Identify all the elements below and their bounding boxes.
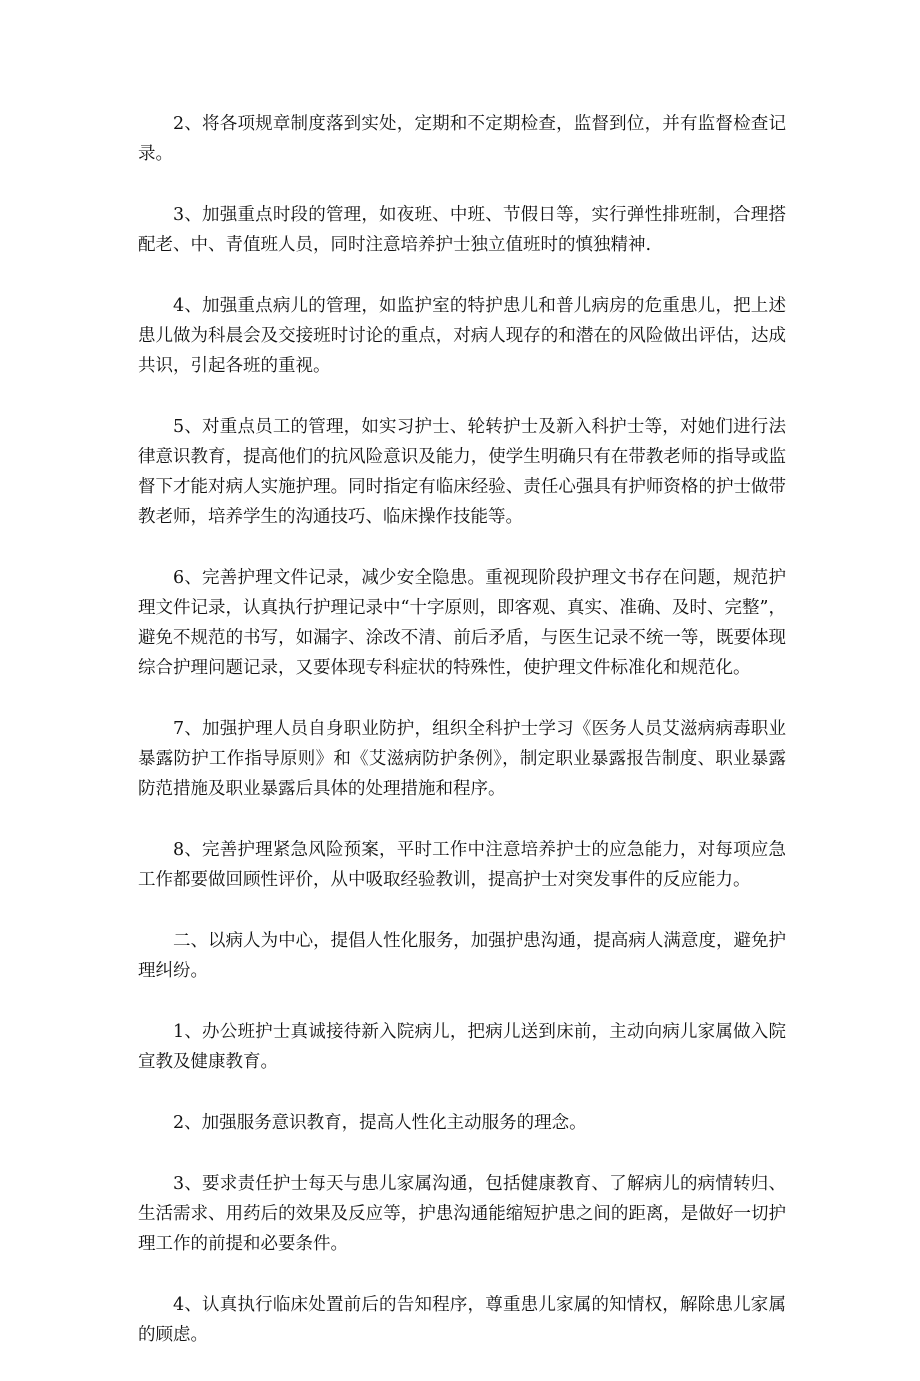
paragraph-item-4-informed-consent: 4、认真执行临床处置前后的告知程序，尊重患儿家属的知情权，解除患儿家属的顾虑。 [138,1295,786,1345]
paragraph-item-3-shift-management: 3、加强重点时段的管理，如夜班、中班、节假日等，实行弹性排班制，合理搭配老、中、青值班人员，同时注意培养护士独立值班时的慎独精神. [138,205,786,255]
paragraph-item-7-occupational-protection: 7、加强护理人员自身职业防护，组织全科护士学习《医务人员艾滋病病毒职业暴露防护工作指导原则》和《艾滋病防护条例》，制定职业暴露报告制度、职业暴露防范措施及职业暴露后具体的处理措施和程序。 [138,719,786,799]
paragraph-item-6-nursing-records: 6、完善护理文件记录，减少安全隐患。重视现阶段护理文书存在问题，规范护理文件记录，认真执行护理记录中“十字原则，即客观、真实、准确、及时、完整”，避免不规范的书写，如漏字、涂改不清、前后矛盾，与医生记录不统一等，既要体现综合护理问题记录，又要体现专科症状的特殊性，使护理文件标准化和规范化。 [138,568,786,678]
paragraph-item-2-supervision: 2、将各项规章制度落到实处，定期和不定期检查，监督到位，并有监督检查记录。 [138,114,786,164]
section-heading-patient-centered: 二、以病人为中心，提倡人性化服务，加强护患沟通，提高病人满意度，避免护理纠纷。 [138,931,786,981]
document-body [138,109,786,1381]
paragraph-item-8-emergency-plan: 8、完善护理紧急风险预案，平时工作中注意培养护士的应急能力，对每项应急工作都要做回顾性评价，从中吸取经验教训，提高护士对突发事件的反应能力。 [138,840,786,890]
paragraph-item-4-key-patients: 4、加强重点病儿的管理，如监护室的特护患儿和普儿病房的危重患儿，把上述患儿做为科晨会及交接班时讨论的重点，对病人现存的和潜在的风险做出评估，达成共识，引起各班的重视。 [138,296,786,376]
paragraph-item-3-family-communication: 3、要求责任护士每天与患儿家属沟通，包括健康教育、了解病儿的病情转归、生活需求、用药后的效果及反应等，护患沟通能缩短护患之间的距离，是做好一切护理工作的前提和必要条件。 [138,1174,786,1254]
paragraph-item-1-admission: 1、办公班护士真诚接待新入院病儿，把病儿送到床前，主动向病儿家属做入院宣教及健康教育。 [138,1022,786,1072]
paragraph-item-5-key-staff: 5、对重点员工的管理，如实习护士、轮转护士及新入科护士等，对她们进行法律意识教育，提高他们的抗风险意识及能力，使学生明确只有在带教老师的指导或监督下才能对病人实施护理。同时指定有临床经验、责任心强具有护师资格的护士做带教老师，培养学生的沟通技巧、临床操作技能等。 [138,417,786,527]
paragraph-item-2-service-awareness: 2、加强服务意识教育，提高人性化主动服务的理念。 [173,1113,587,1133]
